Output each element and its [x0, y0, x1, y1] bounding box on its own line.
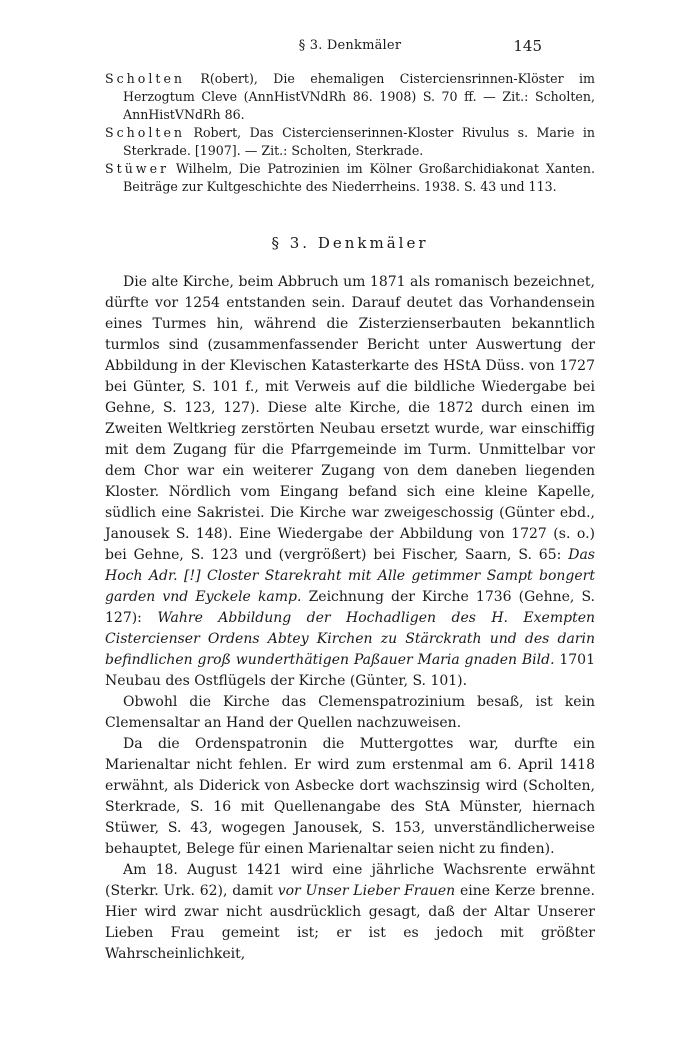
paragraph: Da die Ordenspatronin die Muttergottes war, durfte ein Marienaltar nicht fehlen. Er wird zum erstenmal am 6. April 1418 erwähnt, als Diderick von Asbecke dort wachszinsig wird (Scholten, Sterkrade, S. 16 mit Quellenangabe des StA Münster, hiernach Stüwer, S. 43, wogegen Janousek, S. 153, unverständlicherweise behauptet, Belege für einen Marienaltar seien nicht zu finden).	[105, 736, 595, 857]
bibliography-text: R(obert), Die ehemaligen Cisterciensrinnen-Klöster im Herzogtum Cleve (AnnHistVNdRh 86. 1908) S. 70 ff. — Zit.: Scholten, AnnHistVNdRh 86.	[123, 71, 595, 122]
bibliography-list	[105, 70, 595, 196]
paragraph-text: Zeichnung der Kirche 1736 (Gehne, S. 127):	[105, 589, 595, 626]
page-number: 145	[513, 37, 542, 55]
paragraph	[105, 272, 595, 692]
bibliography-author: Scholten	[105, 125, 186, 140]
running-head	[0, 38, 700, 58]
section-heading: § 3. Denkmäler	[271, 234, 429, 252]
paragraph-text: eine Kerze brenne. Hier wird zwar nicht ausdrücklich gesagt, daß der Altar Unserer Lieben Frau gemeint ist; er ist es jedoch mit größter Wahrscheinlichkeit,	[105, 883, 595, 962]
quoted-title: Wahre Abbildung der Hochadligen des H. Exempten Cistercienser Ordens Abtey Kirchen zu Stärckrath und des darin befindlichen groß wunderthätigen Paßauer Maria gnaden Bild.	[105, 610, 596, 668]
quoted-phrase: vor Unser Lieber Frauen	[277, 883, 456, 899]
paragraph-text: Die alte Kirche, beim Abbruch um 1871 als romanisch bezeichnet, dürfte vor 1254 entstanden sein. Darauf deutet das Vorhandensein eines Turmes hin, während die Zisterzienserbauten bekanntlich turmlos sind (zusammenfassender Bericht unter Auswertung der Abbildung in der Klevischen Katasterkarte des HStA Düss. von 1727 bei Günter, S. 101 f., mit Verweis auf die bildliche Wiedergabe bei Gehne, S. 123, 127). Diese alte Kirche, die 1872 durch einen im Zweiten Weltkrieg zerstörten Neubau ersetzt wurde, war einschiffig mit dem Zugang für die Pfarrgemeinde im Turm. Unmittelbar vor dem Chor war ein weiterer Zugang von dem daneben liegenden Kloster. Nördlich vom Eingang befand sich eine kleine Kapelle, südlich eine Sakristei. Die Kirche war zweigeschossig (Günter ebd., Janousek S. 148). Eine Wiedergabe der Abbildung von 1727 (s. o.) bei Gehne, S. 123 und (vergrößert) bei Fischer, Saarn, S. 65:	[105, 274, 595, 563]
bibliography-text: Robert, Das Cistercienserinnen-Kloster Rivulus s. Marie in Sterkrade. [1907]. — Zit.: Scholten, Sterkrade.	[123, 125, 595, 158]
running-head-title: § 3. Denkmäler	[298, 38, 402, 53]
paragraph-text: Am 18. August 1421 wird eine jährliche Wachsrente erwähnt (Sterkr. Urk. 62), damit	[105, 862, 595, 899]
paragraph	[105, 860, 595, 965]
bibliography-entry	[105, 124, 595, 160]
bibliography-author: Stüwer	[105, 161, 170, 176]
bibliography-author: Scholten	[105, 71, 186, 86]
paragraph: Obwohl die Kirche das Clemenspatrozinium besaß, ist kein Clemensaltar an Hand der Quellen nachzuweisen.	[105, 694, 595, 731]
paragraph-text: 1701 Neubau des Ostflügels der Kirche (Günter, S. 101).	[105, 652, 595, 689]
bibliography-entry	[105, 160, 595, 196]
bibliography-text: Wilhelm, Die Patrozinien im Kölner Großarchidiakonat Xanten. Beiträge zur Kultgeschichte des Niederrheins. 1938. S. 43 und 113.	[123, 161, 595, 194]
quoted-title: Das Hoch Adr. [!] Closter Starekraht mit Alle getimmer Sampt bongert garden vnd Eyckele kamp.	[105, 547, 595, 605]
bibliography-entry	[105, 70, 595, 124]
body-text	[105, 272, 595, 965]
